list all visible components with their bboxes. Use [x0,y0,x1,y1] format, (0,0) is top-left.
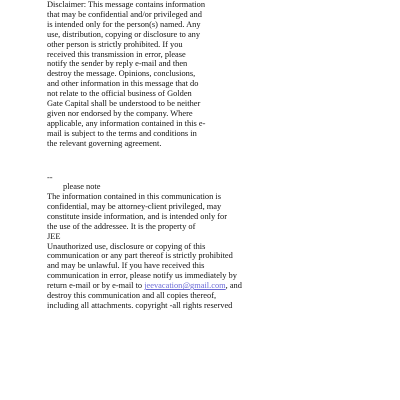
disclaimer-line: applicable, any information contained in this e- [47,118,206,128]
disclaimer-line: mail is subject to the terms and conditions in [47,128,197,138]
notice-line: the use of the addressee. It is the property of [47,221,196,231]
confidentiality-notice [47,192,242,311]
notice-line: Unauthorized use, disclosure or copying of this [47,241,206,251]
disclaimer-paragraph [47,0,205,149]
disclaimer-line: not relate to the official business of Golden [47,89,192,99]
disclaimer-line: Gate Capital shall be understood to be neither [47,99,201,109]
disclaimer-line: that may be confidential and/or privileged and [47,9,202,19]
link-line-prefix: return e-mail or by e-mail to [47,281,145,291]
notice-line: confidential, may be attorney-client privileged, may [47,201,222,211]
disclaimer-line: notify the sender by reply e-mail and then [47,59,188,69]
disclaimer-line: received this transmission in error, please [47,49,186,59]
disclaimer-line: given nor endorsed by the company. Where [47,108,193,118]
disclaimer-line: other person is strictly prohibited. If you [47,39,183,49]
notice-line: communication in error, please notify us immediately by [47,271,237,281]
disclaimer-line: destroy the message. Opinions, conclusions, [47,69,196,79]
disclaimer-line: and other information in this message that do [47,79,199,89]
notice-line: destroy this communication and all copies thereof, [47,291,217,301]
notice-line-with-link [47,281,242,291]
signature-separator: -- [47,173,53,182]
notice-line: constitute inside information, and is intended only for [47,211,228,221]
disclaimer-line: use, distribution, copying or disclosure to any [47,29,201,39]
notice-line: and may be unlawful. If you have received this [47,261,205,271]
notice-line: JEE [47,231,61,241]
email-link[interactable]: jeevacation@gmail.com [144,281,226,291]
disclaimer-line: Disclaimer: This message contains information [47,0,206,9]
disclaimer-line: the relevant governing agreement. [47,138,162,148]
notice-line: communication or any part thereof is strictly prohibited [47,251,233,261]
link-line-suffix: , and [225,281,242,291]
note-heading: please note [63,182,101,191]
disclaimer-line: is intended only for the person(s) named. Any [47,19,201,29]
notice-line: including all attachments. copyright -all rights reserved [47,300,233,310]
notice-line: The information contained in this communication is [47,192,221,201]
